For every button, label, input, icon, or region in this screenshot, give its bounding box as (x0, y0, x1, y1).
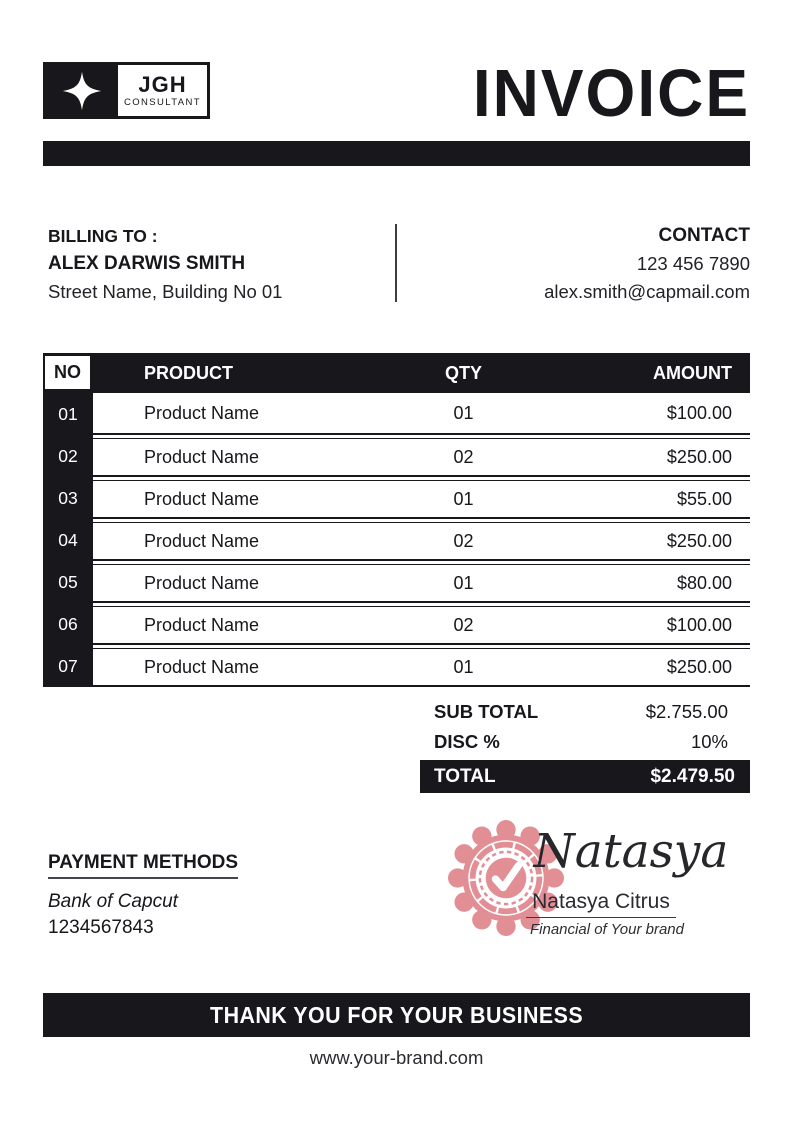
cell-product: Product Name (144, 446, 260, 467)
row-content (93, 480, 750, 519)
row-content (93, 522, 750, 561)
company-logo (43, 62, 210, 119)
cell-qty: 02 (453, 530, 474, 551)
cell-amount: $80.00 (676, 572, 732, 593)
brand-subtitle: CONSULTANT (124, 96, 201, 108)
signature-script: Natasya (533, 824, 729, 879)
contact-email: alex.smith@capmail.com (544, 281, 750, 302)
header-no: NO (43, 353, 93, 393)
row-content (93, 393, 750, 435)
page-title: INVOICE (472, 55, 750, 131)
row-content (93, 648, 750, 687)
cell-qty: 02 (453, 614, 474, 635)
subtotal-value: $2.755.00 (645, 701, 728, 722)
cell-qty: 01 (453, 572, 474, 593)
cell-product: Product Name (144, 402, 260, 423)
row-number: 02 (43, 435, 93, 477)
sparkle-icon (46, 69, 118, 113)
header (43, 0, 750, 131)
header-amount: AMOUNT (653, 362, 732, 383)
row-number: 07 (43, 645, 93, 687)
cell-amount: $250.00 (666, 656, 732, 677)
parties-section (43, 222, 750, 306)
row-content (93, 438, 750, 477)
row-number: 01 (43, 393, 93, 435)
table-body (43, 393, 750, 687)
subtotal-label: SUB TOTAL (434, 701, 539, 722)
row-number: 05 (43, 561, 93, 603)
cell-product: Product Name (144, 530, 260, 551)
footer (43, 993, 750, 1069)
cell-amount: $100.00 (666, 614, 732, 635)
row-number: 06 (43, 603, 93, 645)
header-product: PRODUCT (144, 362, 233, 383)
contact-phone: 123 456 7890 (636, 253, 750, 274)
website-url: www.your-brand.com (309, 1047, 484, 1068)
table-row (43, 519, 750, 561)
cell-qty: 01 (453, 488, 474, 509)
logo-text-box (118, 65, 207, 116)
table-row (43, 393, 750, 435)
billing-label: BILLING TO : (48, 226, 158, 246)
total-row (420, 760, 750, 793)
divider-bar (43, 141, 750, 166)
totals-section (420, 697, 750, 793)
brand-name: JGH (138, 72, 187, 98)
cell-product: Product Name (144, 656, 260, 677)
subtotal-row (420, 697, 750, 727)
total-value: $2.479.50 (650, 765, 735, 787)
cell-product: Product Name (144, 572, 260, 593)
contact-section (397, 222, 750, 306)
billing-section (43, 222, 395, 306)
signer-role: Financial of Your brand (530, 921, 684, 938)
signer-name: Natasya Citrus (526, 890, 676, 918)
table-row (43, 645, 750, 687)
cell-product: Product Name (144, 488, 260, 509)
cell-product: Product Name (144, 614, 260, 635)
row-content (93, 564, 750, 603)
discount-label: DISC % (434, 731, 500, 752)
discount-row (420, 727, 750, 757)
cell-amount: $250.00 (666, 446, 732, 467)
cell-qty: 01 (453, 402, 474, 423)
cell-qty: 02 (453, 446, 474, 467)
table-row (43, 603, 750, 645)
thank-you-bar (43, 993, 750, 1037)
cell-qty: 01 (453, 656, 474, 677)
row-content (93, 606, 750, 645)
cell-amount: $55.00 (676, 488, 732, 509)
billing-name: ALEX DARWIS SMITH (48, 253, 246, 274)
discount-value: 10% (690, 731, 728, 752)
account-number: 1234567843 (48, 917, 154, 938)
total-label: TOTAL (434, 765, 496, 787)
table-header-row (43, 353, 750, 393)
table-row (43, 435, 750, 477)
header-qty: QTY (445, 362, 483, 383)
table-row (43, 477, 750, 519)
cell-amount: $100.00 (666, 402, 732, 423)
row-number: 04 (43, 519, 93, 561)
table-row (43, 561, 750, 603)
cell-amount: $250.00 (666, 530, 732, 551)
signature-block (440, 818, 750, 948)
items-table (43, 353, 750, 687)
bottom-section (43, 818, 750, 948)
row-number: 03 (43, 477, 93, 519)
contact-label: CONTACT (658, 225, 750, 246)
payment-heading: PAYMENT METHODS (48, 852, 238, 879)
billing-address: Street Name, Building No 01 (48, 281, 283, 302)
thank-you-text: THANK YOU FOR YOUR BUSINESS (209, 1001, 584, 1028)
bank-name: Bank of Capcut (48, 891, 178, 912)
payment-methods (43, 852, 238, 948)
